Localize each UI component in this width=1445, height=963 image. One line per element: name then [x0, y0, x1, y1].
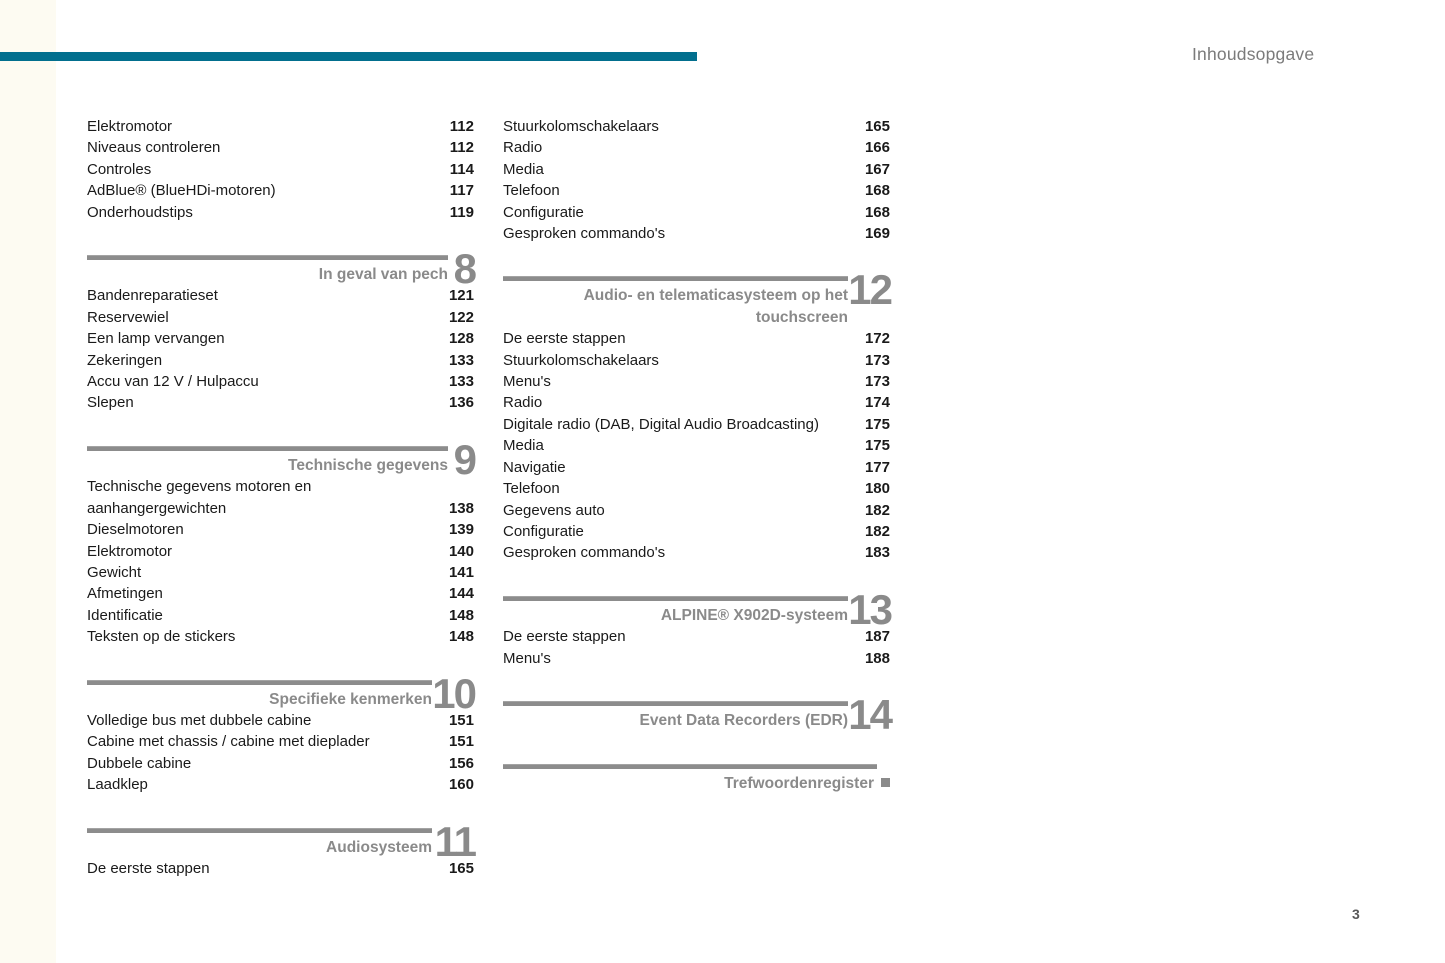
toc-entry-page: 183	[864, 544, 890, 562]
toc-entry	[87, 307, 474, 328]
toc-entry	[87, 285, 474, 306]
toc-entry-page: 167	[864, 160, 890, 178]
section-header	[87, 435, 475, 483]
toc-entry-page: 148	[448, 606, 474, 624]
toc-entry-title: Configuratie	[503, 203, 584, 221]
toc-entry	[503, 626, 890, 647]
section-title: ALPINE® X902D-systeem	[660, 606, 848, 624]
toc-column-left	[87, 116, 474, 879]
section-number: 14	[848, 690, 891, 738]
toc-entry-title: Identificatie	[87, 606, 163, 624]
toc-section	[87, 245, 475, 414]
section-header	[503, 585, 891, 633]
toc-entry-page: 182	[864, 501, 890, 519]
toc-entry-page: 119	[449, 203, 474, 221]
toc-entry	[503, 648, 890, 669]
toc-entry-title: De eerste stappen	[503, 330, 626, 348]
toc-entry-page: 169	[864, 225, 890, 243]
toc-entry	[87, 541, 474, 562]
toc-entry-title: Configuratie	[503, 522, 584, 540]
page-header-title: Inhoudsopgave	[1192, 44, 1315, 64]
section-number: 10	[432, 669, 475, 717]
toc-entry	[503, 350, 890, 371]
index-title: Trefwoordenregister	[724, 775, 874, 793]
toc-entry-page: 180	[864, 480, 890, 498]
toc-entry	[87, 731, 474, 752]
toc-entry-title: Radio	[503, 394, 543, 412]
section-title: Event Data Recorders (EDR)	[639, 711, 848, 729]
toc-entry	[87, 159, 474, 180]
toc-entry-title: Radio	[503, 139, 543, 157]
toc-entry-page: 121	[448, 287, 474, 305]
toc-entry-title: Volledige bus met dubbele cabine	[87, 711, 312, 729]
section-number: 8	[453, 245, 475, 293]
toc-entry	[503, 435, 890, 456]
toc-entry	[87, 116, 474, 137]
section-number: 9	[453, 435, 475, 483]
toc-column-right	[503, 116, 890, 795]
toc-entry-page: 160	[448, 776, 474, 794]
toc-entry-page: 148	[448, 628, 474, 646]
toc-entry-page: 188	[864, 649, 890, 667]
toc-continuation-list	[87, 116, 474, 223]
toc-entry-title: De eerste stappen	[503, 628, 626, 646]
toc-entry-page: 165	[448, 859, 474, 877]
toc-entry	[503, 328, 890, 349]
toc-entry-page: 133	[448, 373, 474, 391]
toc-entry-title: Dubbele cabine	[87, 754, 192, 772]
section-number: 12	[848, 266, 891, 314]
toc-entry-page: 114	[449, 160, 474, 178]
toc-section	[87, 669, 475, 796]
toc-entry-page: 112	[449, 139, 474, 157]
toc-entry	[503, 180, 890, 201]
toc-entry-title: Dieselmotoren	[87, 521, 184, 539]
toc-entry	[87, 350, 474, 371]
page-number: 3	[1352, 906, 1360, 922]
toc-entry-page: 174	[864, 394, 890, 412]
section-title: In geval van pech	[318, 266, 448, 284]
toc-entry-page: 128	[448, 330, 474, 348]
index-section	[503, 764, 890, 794]
toc-entry-title: Media	[503, 160, 544, 178]
toc-entry-page: 140	[448, 542, 474, 560]
toc-entry	[87, 562, 474, 583]
toc-entry-page: 156	[448, 754, 474, 772]
toc-section	[503, 690, 891, 738]
toc-entry	[503, 137, 890, 158]
toc-entry	[503, 521, 890, 542]
toc-entry-title: Gegevens auto	[503, 501, 605, 519]
toc-entry-title: Bandenreparatieset	[87, 287, 218, 305]
toc-entry-page: 138	[448, 499, 474, 517]
toc-entry-title: Gesproken commando's	[503, 225, 666, 243]
toc-entry-page: 173	[864, 373, 890, 391]
section-title: Audiosysteem	[326, 838, 432, 856]
toc-entry-page: 122	[448, 308, 474, 326]
toc-entry	[87, 476, 474, 519]
toc-entry	[87, 753, 474, 774]
toc-entry-title: Niveaus controleren	[87, 139, 221, 157]
toc-entry	[503, 392, 890, 413]
toc-entry	[87, 774, 474, 795]
toc-entry	[503, 202, 890, 223]
toc-entry-page: 117	[449, 182, 474, 200]
index-title-row	[503, 769, 890, 794]
toc-entry-page: 136	[448, 394, 474, 412]
toc-entry-title: Afmetingen	[87, 585, 163, 603]
toc-entry-page: 168	[864, 182, 890, 200]
toc-entry	[503, 414, 890, 435]
toc-entry-page: 133	[448, 351, 474, 369]
section-header	[87, 817, 475, 865]
toc-entry	[87, 202, 474, 223]
toc-entry	[87, 180, 474, 201]
toc-entry-title: Digitale radio (DAB, Digital Audio Broadcasting)	[503, 415, 819, 433]
toc-entry	[87, 371, 474, 392]
toc-entry-page: 166	[864, 139, 890, 157]
toc-entry	[503, 116, 890, 137]
toc-entry	[503, 542, 890, 563]
toc-entry-page: 172	[864, 330, 890, 348]
toc-entry-title: Media	[503, 437, 544, 455]
section-title: Technische gegevens	[288, 456, 448, 474]
toc-entry	[87, 626, 474, 647]
section-title: Audio- en telematicasysteem op het touchscreen	[583, 287, 848, 326]
toc-entry-title: Stuurkolomschakelaars	[503, 118, 659, 135]
toc-entry	[87, 583, 474, 604]
toc-entry-title: Navigatie	[503, 458, 566, 476]
toc-entry-page: 173	[864, 351, 890, 369]
toc-entry-page: 175	[864, 437, 890, 455]
toc-entry-title: Stuurkolomschakelaars	[503, 351, 659, 369]
square-bullet-icon	[881, 778, 890, 787]
toc-entry	[87, 328, 474, 349]
section-number: 13	[848, 585, 891, 633]
toc-entry	[503, 159, 890, 180]
section-header	[87, 669, 475, 717]
toc-entry	[503, 500, 890, 521]
toc-entry-title: De eerste stappen	[87, 859, 210, 877]
section-title: Specifieke kenmerken	[269, 690, 432, 708]
toc-entry-title: Slepen	[87, 394, 134, 412]
toc-entry	[87, 519, 474, 540]
toc-entry-page: 141	[448, 563, 474, 581]
toc-entry-title: Telefoon	[503, 480, 560, 498]
toc-entry-title: Reservewiel	[87, 308, 169, 326]
toc-entry	[87, 137, 474, 158]
toc-entry-page: 151	[448, 711, 474, 729]
toc-entry-title: Onderhoudstips	[87, 203, 193, 221]
toc-entry-title: Gewicht	[87, 563, 142, 581]
toc-entry-title: Telefoon	[503, 182, 560, 200]
toc-entry-page: 151	[448, 733, 474, 751]
toc-entry-page: 165	[864, 118, 890, 135]
toc-entry	[503, 371, 890, 392]
toc-entry-page: 177	[864, 458, 890, 476]
toc-entry-page: 182	[864, 522, 890, 540]
toc-entry	[87, 858, 474, 879]
toc-entry-title: AdBlue® (BlueHDi-motoren)	[87, 182, 276, 200]
section-header	[503, 690, 891, 738]
toc-entry-title: Laadklep	[87, 776, 148, 794]
toc-entry	[503, 223, 890, 244]
section-header	[87, 245, 475, 293]
toc-entry-title: Cabine met chassis / cabine met dieplader	[87, 733, 370, 751]
section-header	[503, 266, 891, 328]
section-number: 11	[434, 817, 475, 865]
toc-entry-page: 175	[864, 415, 890, 433]
toc-entry-title: Elektromotor	[87, 542, 173, 560]
toc-entry	[87, 605, 474, 626]
toc-continuation-list	[503, 116, 890, 244]
toc-entry-title: Menu's	[503, 373, 551, 391]
toc-section	[503, 266, 891, 563]
toc-entry-title: Controles	[87, 160, 152, 178]
header-accent-bar	[0, 52, 697, 61]
toc-entry-title: Een lamp vervangen	[87, 330, 225, 348]
toc-entry	[87, 392, 474, 413]
toc-entry-title: Technische gegevens motoren en aanhangergewichten	[87, 478, 312, 517]
toc-entry-title: Gesproken commando's	[503, 544, 666, 562]
toc-entry-title: Elektromotor	[87, 118, 173, 135]
toc-entry-page: 144	[448, 585, 474, 603]
toc-entry-page: 168	[864, 203, 890, 221]
toc-entry-title: Menu's	[503, 649, 551, 667]
toc-entry-page: 112	[449, 118, 474, 135]
toc-section	[87, 435, 475, 648]
page-edge-strip	[0, 0, 56, 963]
toc-entry-page: 187	[864, 628, 890, 646]
toc-entry	[87, 710, 474, 731]
toc-section	[503, 585, 891, 669]
toc-entry-title: Accu van 12 V / Hulpaccu	[87, 373, 259, 391]
toc-entry	[503, 457, 890, 478]
toc-section	[87, 817, 475, 880]
toc-entry	[503, 478, 890, 499]
toc-entry-title: Teksten op de stickers	[87, 628, 236, 646]
toc-entry-page: 139	[448, 521, 474, 539]
toc-entry-title: Zekeringen	[87, 351, 163, 369]
